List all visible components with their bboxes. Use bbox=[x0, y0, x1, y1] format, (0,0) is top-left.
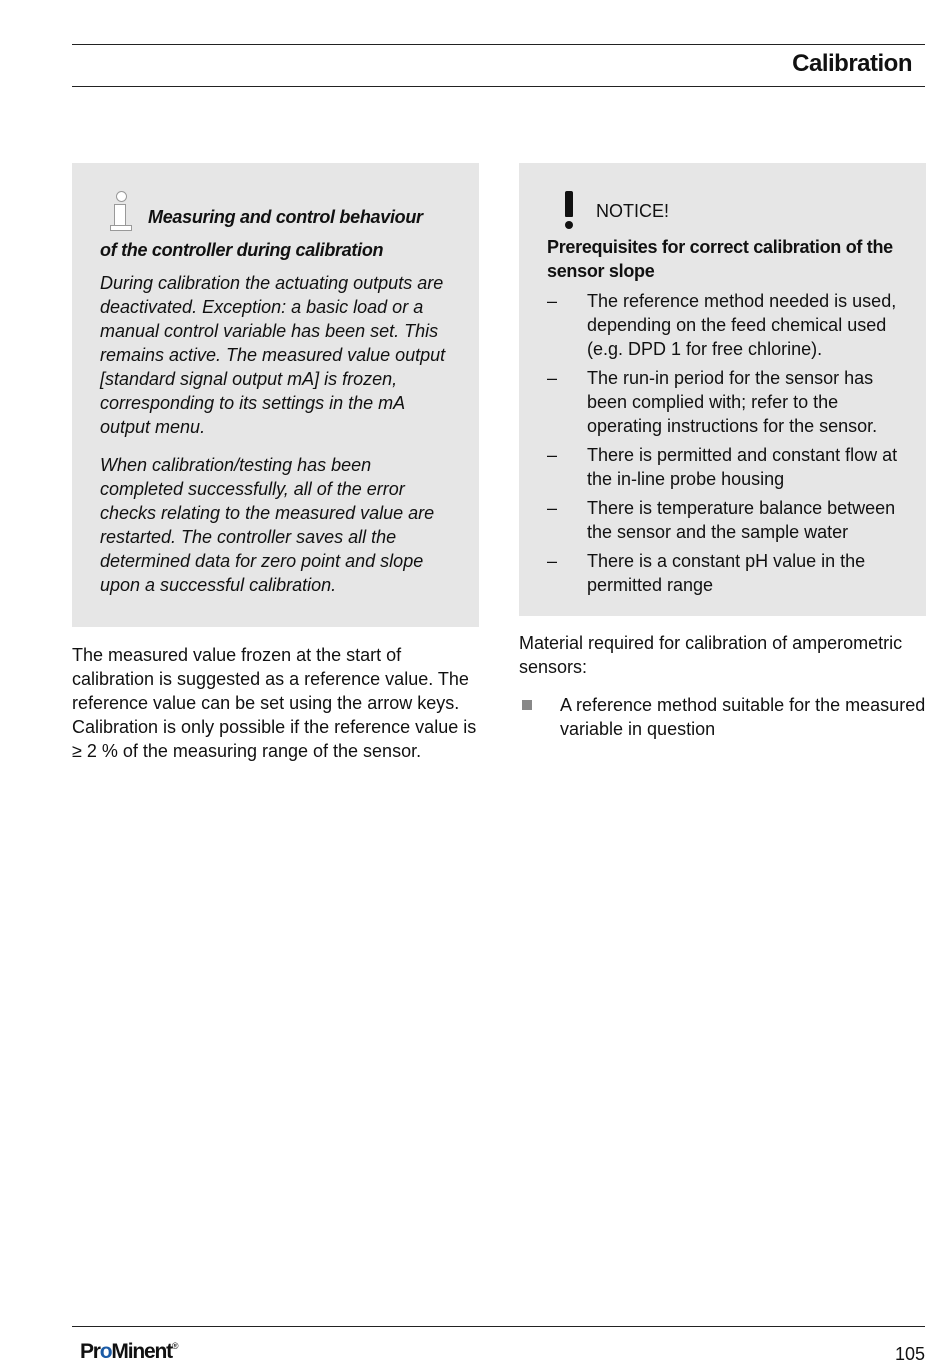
footer-rule bbox=[72, 1326, 925, 1327]
left-column bbox=[72, 163, 479, 763]
bullet-square-icon bbox=[522, 700, 532, 710]
list-item: – There is temperature balance between the sensor and the sample water bbox=[547, 498, 896, 542]
info-title-line2: of the controller during calibration bbox=[100, 240, 384, 260]
notice-box bbox=[519, 163, 926, 616]
notice-subtitle: Prerequisites for correct calibration of the sensor slope bbox=[547, 237, 893, 281]
list-item: – There is permitted and constant flow at the in-line probe housing bbox=[547, 445, 898, 489]
prerequisite-list bbox=[547, 289, 898, 597]
list-item: – The reference method needed is used, depending on the feed chemical used (e.g. DPD 1 for free chlorine). bbox=[547, 291, 897, 359]
header-top-rule bbox=[72, 44, 925, 45]
section-title: Calibration bbox=[792, 50, 912, 77]
info-title-line1: Measuring and control behaviour bbox=[148, 207, 423, 227]
notice-label: NOTICE! bbox=[596, 201, 670, 221]
prominent-logo: ProMinent® bbox=[80, 1340, 179, 1363]
right-column bbox=[519, 163, 926, 741]
header-bottom-rule bbox=[72, 86, 925, 87]
info-paragraph: When calibration/testing has been completed successfully, all of the error checks relating to the measured value are restarted. The controller saves all the determined data for zero point and slope upon a successful calibration. bbox=[100, 455, 435, 595]
notice-header bbox=[547, 191, 898, 231]
info-title bbox=[100, 189, 451, 267]
page-number: 105 bbox=[894, 1344, 925, 1364]
info-paragraph: During calibration the actuating outputs are deactivated. Exception: a basic load or a manual control variable has been set. This remains active. The measured value output [standard signal output mA] is frozen, corresponding to its settings in the mA output menu. bbox=[100, 273, 446, 437]
body-paragraph: Material required for calibration of amperometric sensors: bbox=[519, 633, 903, 677]
info-icon bbox=[100, 189, 148, 231]
list-item: A reference method suitable for the measured variable in question bbox=[519, 693, 926, 741]
exclamation-icon bbox=[565, 191, 575, 229]
material-list bbox=[519, 693, 926, 741]
list-item: – The run-in period for the sensor has been complied with; refer to the operating instructions for the sensor. bbox=[547, 368, 878, 436]
info-box bbox=[72, 163, 479, 627]
body-paragraph: The measured value frozen at the start of calibration is suggested as a reference value. The reference value can be set using the arrow keys. Calibration is only possible if the reference value is ≥ 2 % of the measuring range of the sensor. bbox=[72, 645, 477, 761]
list-item: – There is a constant pH value in the permitted range bbox=[547, 551, 866, 595]
